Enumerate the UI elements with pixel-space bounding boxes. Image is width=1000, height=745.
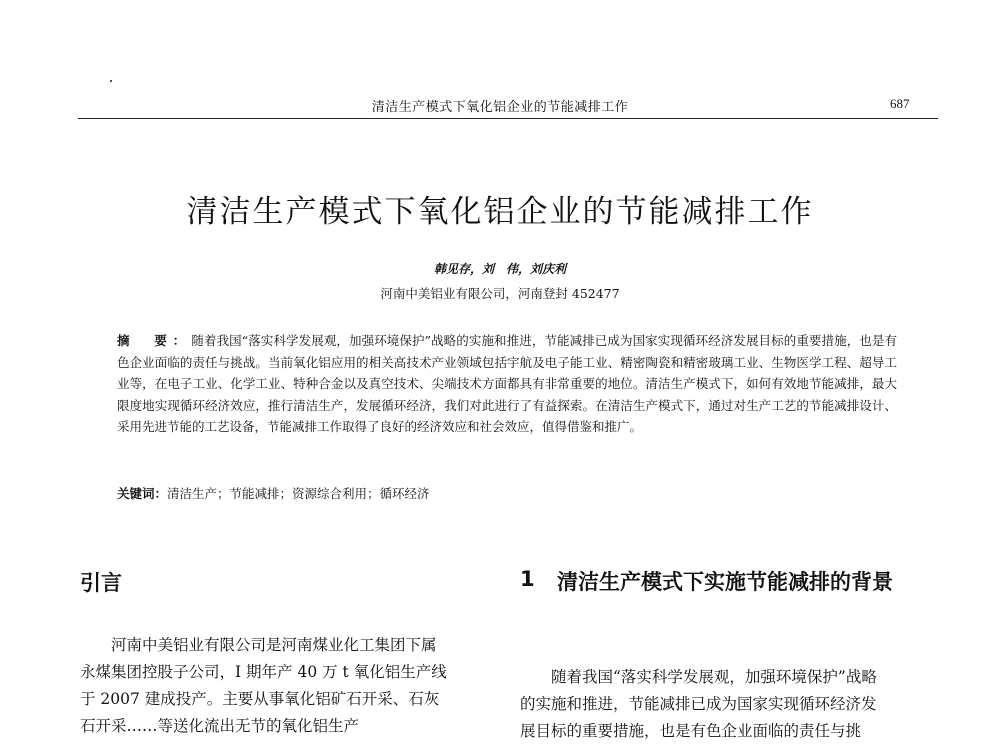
body-line: 石开采……等送化流出无节的氧化铝生产 <box>80 717 360 735</box>
body-line: 于 2007 建成投产。主要从事氧化铝矿石开采、石灰 <box>80 690 440 708</box>
keywords <box>117 484 897 502</box>
article-authors: 韩见存，刘 伟，刘庆利 <box>433 262 566 276</box>
body-line: 的实施和推进，节能减排已成为国家实现循环经济发 <box>520 695 877 713</box>
background-body <box>520 664 932 745</box>
page-number: 687 <box>890 96 910 111</box>
article-affiliation: 河南中美铝业有限公司，河南登封 452477 <box>380 286 620 301</box>
body-line: 河南中美铝业有限公司是河南煤业化工集团下属 <box>111 636 437 654</box>
header-rule <box>78 118 938 119</box>
keywords-text: 清洁生产；节能减排；资源综合利用；循环经济 <box>167 486 430 501</box>
scan-speck <box>110 80 112 82</box>
article-title: 清洁生产模式下氧化铝企业的节能减排工作 <box>186 194 814 230</box>
body-line: 随着我国“落实科学发展观，加强环境保护”战略 <box>551 668 877 686</box>
section-number: 1 <box>520 567 535 591</box>
keywords-label: 关键词： <box>117 486 168 501</box>
body-line: 展目标的重要措施，也是有色企业面临的责任与挑 <box>520 722 862 740</box>
abstract-label: 摘 要： <box>117 333 192 348</box>
abstract <box>117 330 897 438</box>
abstract-text: 随着我国“落实科学发展观，加强环境保护”战略的实施和推进，节能减排已成为国家实现循环经济发展目标的重要措施，也是有色企业面临的责任与挑战。当前氧化铝应用的相关高技术产业领域包括宇航及电子能工业、精密陶瓷和精密玻璃工业、生物医学工程、超导工业等，在电子工业、化学工业、特种合金以及真空技术、尖端技术方面都具有非常重要的地位。清洁生产模式下，如何有效地节能减排，最大限度地实现循环经济效应，推行清洁生产，发展循环经济，我们对此进行了有益探索。在清洁生产模式下，通过对生产工艺的节能减排设计、采用先进节能的工艺设备，节能减排工作取得了良好的经济效应和社会效应，值得借鉴和推广。 <box>117 333 897 434</box>
section-heading-introduction: 引言 <box>80 571 122 595</box>
section-heading-background: 清洁生产模式下实施节能减排的背景 <box>557 570 893 594</box>
running-header-title: 清洁生产模式下氧化铝企业的节能减排工作 <box>371 100 629 115</box>
body-line: 永煤集团控股子公司，I 期年产 40 万 t 氧化铝生产线 <box>80 663 447 681</box>
